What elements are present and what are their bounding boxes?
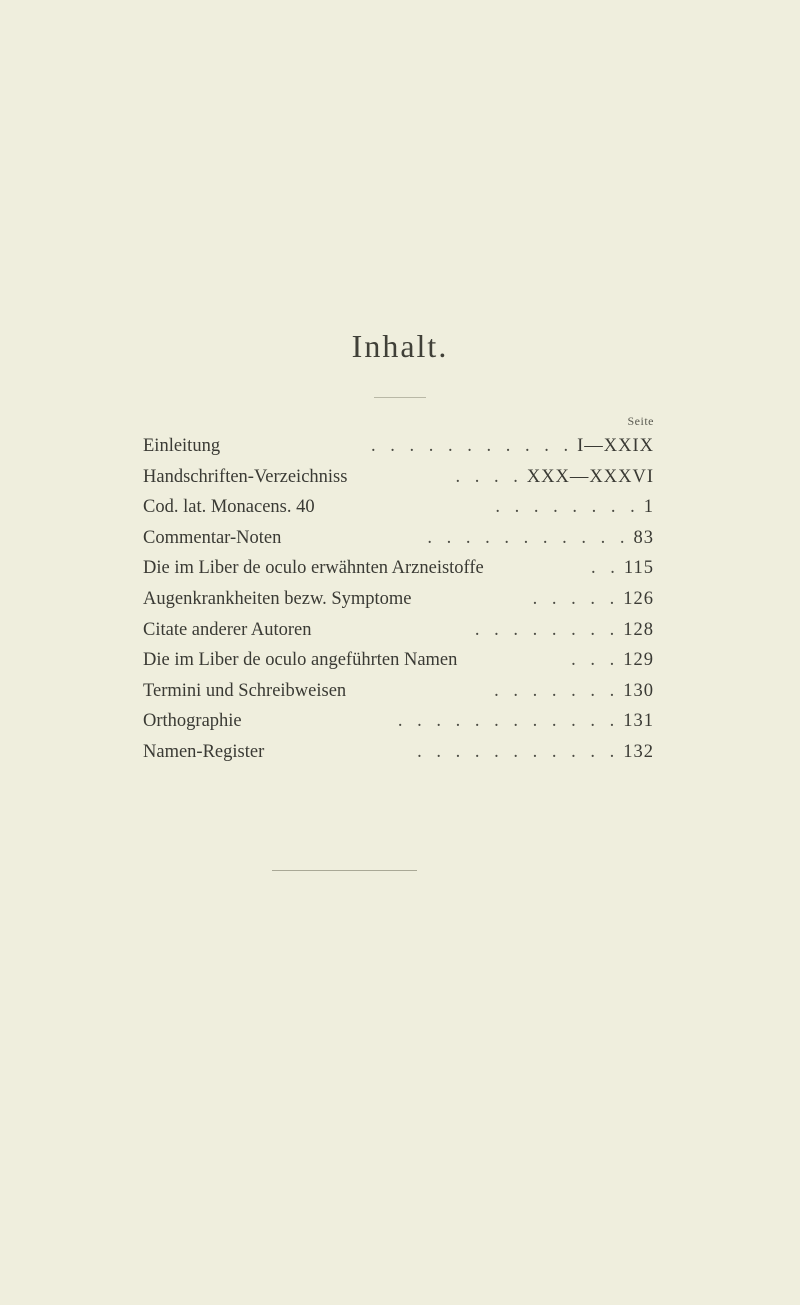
toc-entry-label: Augenkrankheiten bezw. Symptome [143,588,412,609]
toc-entry [143,650,654,681]
toc-entry-page: 128 [623,619,654,640]
toc-entry [143,558,654,589]
toc-entry-page: 130 [623,680,654,701]
closing-divider [272,870,417,871]
toc-entry-page: 132 [623,741,654,762]
toc-entry-page: 129 [623,650,654,671]
toc-entry-label: Die im Liber de oculo angeführten Namen [143,650,458,671]
toc-entry-leader: . . . . . . . . . . . [417,741,620,762]
toc-entry-leader: . . [591,558,620,579]
title-divider [374,397,426,398]
toc-entry-label: Die im Liber de oculo erwähnten Arzneistoffe [143,558,484,579]
toc-entry-leader: . . . . . . . [494,680,620,701]
toc-entry-leader: . . . . . . . . . . . [427,527,630,548]
toc-entry-leader: . . . . . . . . . . . [370,436,574,456]
toc-entry [143,589,654,620]
toc-entry-leader: . . . [571,650,620,671]
toc-entry-leader: . . . . . [532,588,620,609]
toc-entry-leader: . . . . . . . . [495,497,640,518]
toc-entry-label: Namen-Register [143,741,265,762]
toc-entry-page: 1 [643,497,654,518]
toc-entry-leader: . . . . [455,466,523,487]
toc-entry [143,436,654,467]
table-of-contents [143,436,654,773]
toc-entry-label: Cod. lat. Monacens. 40 [143,497,315,518]
toc-entry [143,742,654,773]
toc-entry-label: Handschriften-Verzeichniss [143,466,348,487]
toc-entry [143,528,654,559]
page-column-header: Seite [627,414,654,428]
toc-entry-label: Citate anderer Autoren [143,619,312,640]
toc-entry-page: XXX—XXXVI [526,466,654,487]
toc-entry-label: Commentar-Noten [143,527,282,548]
toc-entry [143,620,654,651]
toc-entry-label: Einleitung [143,436,221,456]
toc-entry-page: 83 [633,527,654,548]
toc-entry-leader: . . . . . . . . . . . . [397,711,620,732]
toc-entry-page: I—XXIX [577,436,654,456]
toc-entry [143,681,654,712]
toc-entry-label: Orthographie [143,711,242,732]
toc-entry [143,467,654,498]
toc-entry-page: 115 [623,558,654,579]
toc-entry [143,711,654,742]
toc-entry-leader: . . . . . . . . [474,619,620,640]
page-title: Inhalt. [351,328,449,364]
toc-entry [143,497,654,528]
toc-entry-page: 131 [623,711,654,732]
toc-entry-page: 126 [623,588,654,609]
toc-entry-label: Termini und Schreibweisen [143,680,347,701]
